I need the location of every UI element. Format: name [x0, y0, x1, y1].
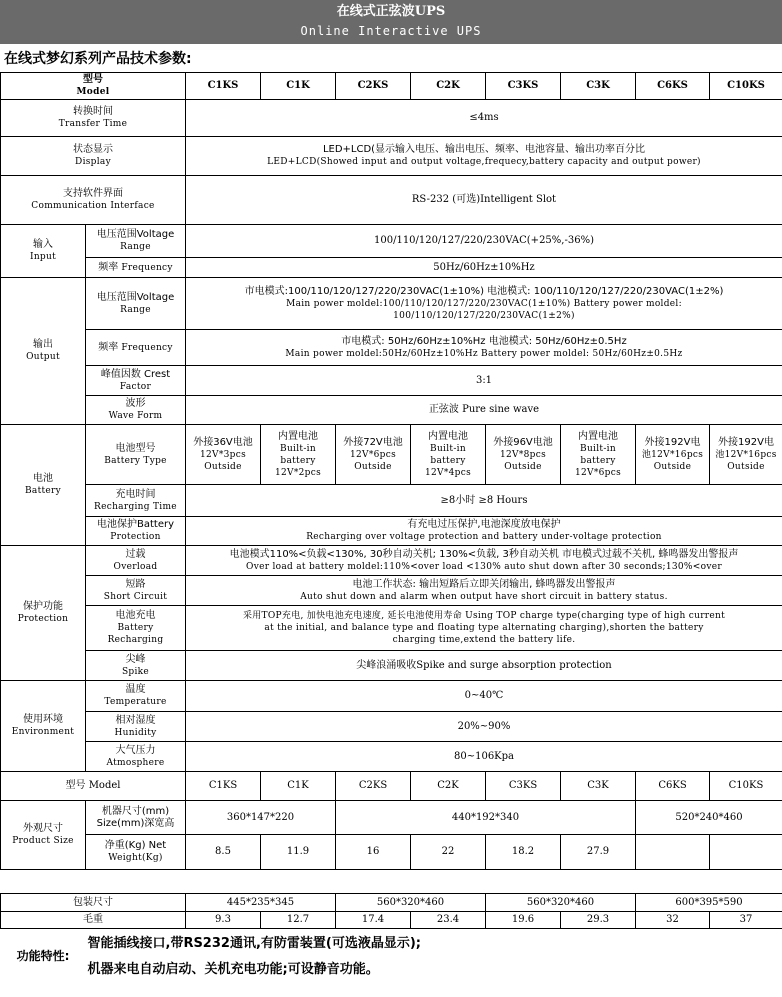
spike-label: 尖峰 Spike	[86, 651, 186, 681]
input-label: 输入 Input	[1, 225, 86, 278]
size-label: 外观尺寸 Product Size	[1, 801, 86, 870]
weight-value: 11.9	[261, 835, 336, 870]
battery-protect-value: 有充电过压保护,电池深度放电保护 Recharging over voltage protection and battery under-voltage protection	[186, 517, 782, 546]
input-voltage-row	[1, 225, 782, 258]
size-model-cell: C2KS	[336, 772, 411, 801]
weight-value: 27.9	[561, 835, 636, 870]
feature-line-2: 机器来电自动启动、关机充电功能;可设静音功能。	[87, 961, 379, 977]
size-header-row	[1, 772, 782, 801]
temp-value: 0~40℃	[186, 681, 782, 712]
battery-label: 电池 Battery	[1, 425, 86, 546]
pressure-label: 大气压力 Atmosphere	[86, 742, 186, 772]
transfer-row	[1, 100, 782, 137]
size-model-cell: C2K	[411, 772, 486, 801]
size-model-cell: C3K	[561, 772, 636, 801]
short-value: 电池工作状态: 输出短路后立即关闭输出, 蜂鸣器发出警报声 Auto shut down and alarm when output have short circuit in battery status.	[186, 576, 782, 606]
battery-type-cell: 外接72V电池 12V*6pcs Outside	[336, 425, 411, 485]
input-freq-value: 50Hz/60Hz±10%Hz	[186, 258, 782, 278]
spike-row	[1, 651, 782, 681]
display-row	[1, 137, 782, 176]
features-content	[86, 929, 782, 985]
battery-recharge-label: 充电时间 Recharging Time	[86, 485, 186, 517]
output-wave-label: 波形 Wave Form	[86, 396, 186, 425]
output-wave-row	[1, 396, 782, 425]
output-crest-value: 3:1	[186, 366, 782, 396]
title-en: Online Interactive UPS	[300, 24, 482, 38]
battery-protect-row	[1, 517, 782, 546]
gross-value: 17.4	[336, 912, 411, 929]
humidity-label: 相对湿度 Hunidity	[86, 712, 186, 742]
temp-label: 温度 Temperature	[86, 681, 186, 712]
gross-value: 29.3	[561, 912, 636, 929]
charge-label: 电池充电 Battery Recharging	[86, 606, 186, 651]
input-freq-row	[1, 258, 782, 278]
gross-value: 9.3	[186, 912, 261, 929]
model-cell: C1K	[261, 73, 336, 100]
model-cell: C6KS	[636, 73, 710, 100]
output-freq-label: 频率 Frequency	[86, 330, 186, 366]
overload-value: 电池模式110%<负载<130%, 30秒自动关机; 130%<负载, 3秒自动关机 市电模式过载不关机, 蜂鸣器发出警报声 Over load at battery moldel:110%<over load <130% auto shut down after 30 seconds;130%<over	[186, 546, 782, 576]
short-label: 短路 Short Circuit	[86, 576, 186, 606]
model-cell: C3K	[561, 73, 636, 100]
weight-value: 22	[411, 835, 486, 870]
battery-type-cell: 内置电池 Built-in battery 12V*2pcs	[261, 425, 336, 485]
battery-type-cell: 外接192V电 池12V*16pcs Outside	[636, 425, 710, 485]
spike-value: 尖峰浪涌吸收Spike and surge absorption protection	[186, 651, 782, 681]
size-model-cell: C1KS	[186, 772, 261, 801]
gross-value: 23.4	[411, 912, 486, 929]
transfer-label: 转换时间 Transfer Time	[1, 100, 186, 137]
model-cell: C10KS	[710, 73, 782, 100]
protection-label: 保护功能 Protection	[1, 546, 86, 681]
environment-label: 使用环境 Environment	[1, 681, 86, 772]
overload-label: 过载 Overload	[86, 546, 186, 576]
pressure-row	[1, 742, 782, 772]
weight-value: 8.5	[186, 835, 261, 870]
battery-type-label: 电池型号 Battery Type	[86, 425, 186, 485]
gross-row	[1, 912, 782, 929]
output-label: 输出 Output	[1, 278, 86, 425]
short-row	[1, 576, 782, 606]
size-model-cell: C6KS	[636, 772, 710, 801]
model-cell: C1KS	[186, 73, 261, 100]
input-voltage-value: 100/110/120/127/220/230VAC(+25%,-36%)	[186, 225, 782, 258]
output-freq-row	[1, 330, 782, 366]
weight-value	[710, 835, 782, 870]
battery-type-cell: 外接96V电池 12V*8pcs Outside	[486, 425, 561, 485]
display-label: 状态显示 Display	[1, 137, 186, 176]
output-freq-value: 市电模式: 50Hz/60Hz±10%Hz 电池模式: 50Hz/60Hz±0.5Hz Main power moldel:50Hz/60Hz±10%Hz Battery power moldel: 50Hz/60Hz±0.5Hz	[186, 330, 782, 366]
title-banner	[0, 0, 782, 44]
weight-value	[636, 835, 710, 870]
dims-label: 机器尺寸(mm) Size(mm)深宽高	[86, 801, 186, 835]
charge-row	[1, 606, 782, 651]
battery-recharge-value: ≥8小时 ≥8 Hours	[186, 485, 782, 517]
comm-row	[1, 176, 782, 225]
output-voltage-value: 市电模式:100/110/120/127/220/230VAC(1±10%) 电池模式: 100/110/120/127/220/230VAC(1±2%) Main power moldel:100/110/120/127/220/230VAC(1±10%) Battery power moldel: 100/110/120/127/220/230VAC(1±2%)	[186, 278, 782, 330]
output-voltage-label: 电压范围Voltage Range	[86, 278, 186, 330]
package-value: 445*235*345	[186, 894, 336, 912]
battery-type-cell: 外接192V电 池12V*16pcs Outside	[710, 425, 782, 485]
battery-type-row	[1, 425, 782, 485]
transfer-value: ≤4ms	[186, 100, 782, 137]
output-voltage-row	[1, 278, 782, 330]
spec-table	[0, 72, 782, 985]
battery-type-cell: 内置电池 Built-in battery 12V*4pcs	[411, 425, 486, 485]
humidity-value: 20%~90%	[186, 712, 782, 742]
size-model-cell: C10KS	[710, 772, 782, 801]
gross-value: 32	[636, 912, 710, 929]
package-row	[1, 894, 782, 912]
spacer-cell	[1, 870, 782, 894]
dims-value: 440*192*340	[336, 801, 636, 835]
size-header-label: 型号 Model	[1, 772, 186, 801]
overload-row	[1, 546, 782, 576]
battery-recharge-row	[1, 485, 782, 517]
features-row	[1, 929, 782, 985]
temp-row	[1, 681, 782, 712]
gross-value: 37	[710, 912, 782, 929]
dims-row	[1, 801, 782, 835]
humidity-row	[1, 712, 782, 742]
package-label: 包装尺寸	[1, 894, 186, 912]
charge-value: 采用TOP充电, 加快电池充电速度, 延长电池使用寿命 Using TOP charge type(charging type of high current at the initial, and balance type and floating type alternating charging),shorten the battery charging time,extend the battery life.	[186, 606, 782, 651]
package-value: 560*320*460	[486, 894, 636, 912]
pressure-value: 80~106Kpa	[186, 742, 782, 772]
weight-value: 16	[336, 835, 411, 870]
feature-line-1: 智能插线接口,带RS232通讯,有防雷装置(可选液晶显示);	[87, 935, 421, 951]
model-cell: C3KS	[486, 73, 561, 100]
dims-value: 360*147*220	[186, 801, 336, 835]
size-model-cell: C3KS	[486, 772, 561, 801]
battery-type-cell: 内置电池 Built-in battery 12V*6pcs	[561, 425, 636, 485]
output-wave-value: 正弦波 Pure sine wave	[186, 396, 782, 425]
display-value: LED+LCD(显示输入电压、输出电压、频率、电池容量、输出功率百分比 LED+LCD(Showed input and output voltage,frequecy,battery capacity and output power)	[186, 137, 782, 176]
subtitle: 在线式梦幻系列产品技术参数:	[4, 51, 192, 67]
model-cell: C2KS	[336, 73, 411, 100]
battery-type-cell: 外接36V电池 12V*3pcs Outside	[186, 425, 261, 485]
input-voltage-label: 电压范围Voltage Range	[86, 225, 186, 258]
package-value: 560*320*460	[336, 894, 486, 912]
battery-protect-label: 电池保护Battery Protection	[86, 517, 186, 546]
output-crest-row	[1, 366, 782, 396]
model-label: 型号 Model	[1, 73, 186, 100]
spacer-row	[1, 870, 782, 894]
gross-value: 19.6	[486, 912, 561, 929]
size-model-cell: C1K	[261, 772, 336, 801]
weight-row	[1, 835, 782, 870]
output-crest-label: 峰值因数 Crest Factor	[86, 366, 186, 396]
dims-value: 520*240*460	[636, 801, 782, 835]
weight-value: 18.2	[486, 835, 561, 870]
package-value: 600*395*590	[636, 894, 782, 912]
model-cell: C2K	[411, 73, 486, 100]
model-row	[1, 73, 782, 100]
input-freq-label: 频率 Frequency	[86, 258, 186, 278]
title-cn: 在线式正弦波UPS	[336, 4, 446, 19]
features-label: 功能特性:	[16, 948, 70, 963]
weight-label: 净重(Kg) Net Weight(Kg)	[86, 835, 186, 870]
gross-label: 毛重	[1, 912, 186, 929]
comm-value: RS-232 (可选)Intelligent Slot	[186, 176, 782, 225]
gross-value: 12.7	[261, 912, 336, 929]
comm-label: 支持软件界面 Communication Interface	[1, 176, 186, 225]
